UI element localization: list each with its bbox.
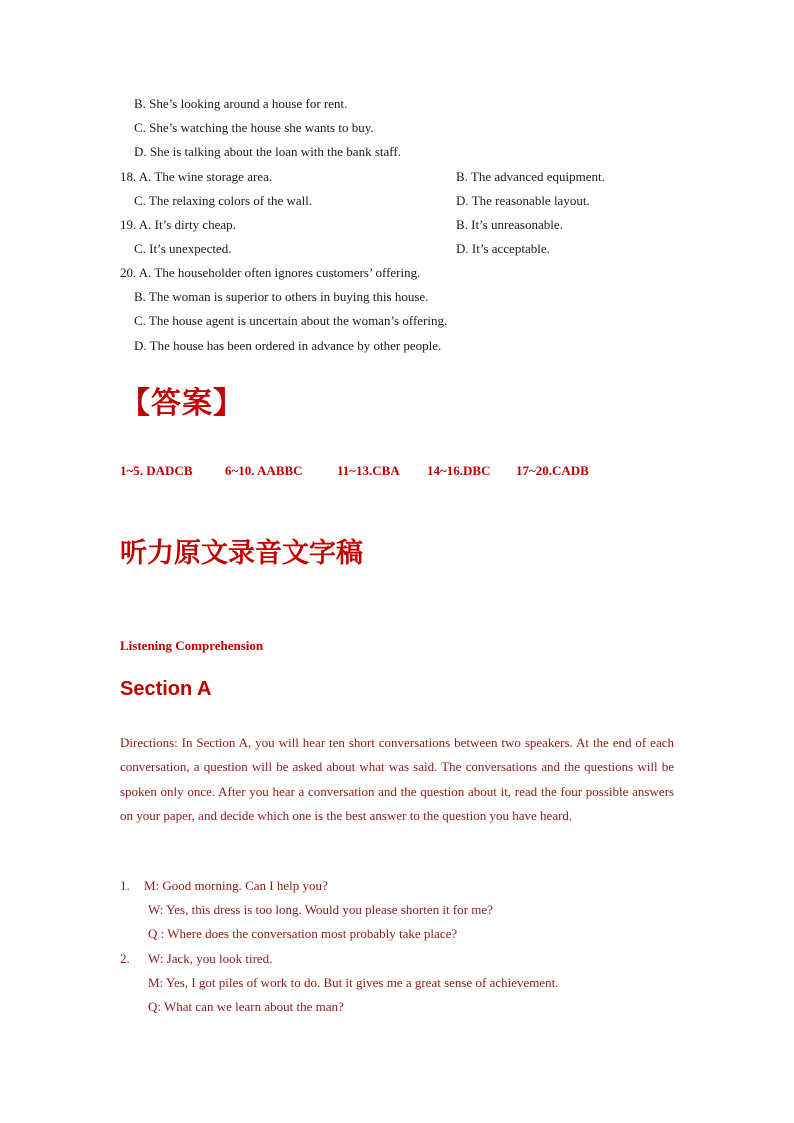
option-19c: C. It’s unexpected. (134, 241, 232, 256)
dialogue-question: Q : Where does the conversation most probably take place? (148, 926, 458, 941)
answer-group: 14~16.DBC (427, 463, 491, 478)
option-20d: D. The house has been ordered in advance by other people. (134, 338, 442, 353)
option-18b: B. The advanced equipment. (456, 169, 605, 184)
dialogue-line: W: Jack, you look tired. (148, 951, 273, 966)
option-18d: D. The reasonable layout. (456, 193, 590, 208)
section-a-title: Section A (120, 678, 212, 700)
directions-paragraph: Directions: In Section A, you will hear ten short conversations between two speakers. At the end of each conversation, a question will be asked about what was said. The conversations and the questions will be spoken only once. After you hear a conversation and the question about it, read the four possible answers on your paper, and decide which one is the best answer to the question you have heard. (120, 735, 674, 823)
option-17d: D. She is talking about the loan with the bank staff. (134, 144, 401, 159)
answer-group: 1~5. DADCB (120, 463, 193, 478)
dialogue-number: 2. (120, 951, 130, 966)
option-20a: 20. A. The householder often ignores customers’ offering. (120, 265, 421, 280)
option-17b: B. She’s looking around a house for rent. (134, 96, 348, 111)
option-19d: D. It’s acceptable. (456, 241, 550, 256)
option-17c: C. She’s watching the house she wants to buy. (134, 120, 374, 135)
option-19b: B. It’s unreasonable. (456, 217, 563, 232)
script-title: 听力原文录音文字稿 (120, 538, 363, 569)
answer-group: 11~13.CBA (337, 463, 400, 478)
dialogue-question: Q: What can we learn about the man? (148, 999, 344, 1014)
option-19a: 19. A. It’s dirty cheap. (120, 217, 236, 232)
answer-heading: 【答案】 (120, 386, 244, 421)
dialogue-line: M: Good morning. Can I help you? (144, 878, 328, 893)
answer-group: 6~10. AABBC (225, 463, 303, 478)
answer-group: 17~20.CADB (516, 463, 589, 478)
option-18c: C. The relaxing colors of the wall. (134, 193, 313, 208)
option-18a: 18. A. The wine storage area. (120, 169, 273, 184)
option-20c: C. The house agent is uncertain about the woman’s offering. (134, 313, 448, 328)
option-20b: B. The woman is superior to others in buying this house. (134, 289, 429, 304)
listening-comprehension-label: Listening Comprehension (120, 638, 264, 653)
dialogue-number: 1. (120, 878, 130, 893)
dialogue-line: M: Yes, I got piles of work to do. But it gives me a great sense of achievement. (148, 975, 559, 990)
dialogue-line: W: Yes, this dress is too long. Would you please shorten it for me? (148, 902, 493, 917)
